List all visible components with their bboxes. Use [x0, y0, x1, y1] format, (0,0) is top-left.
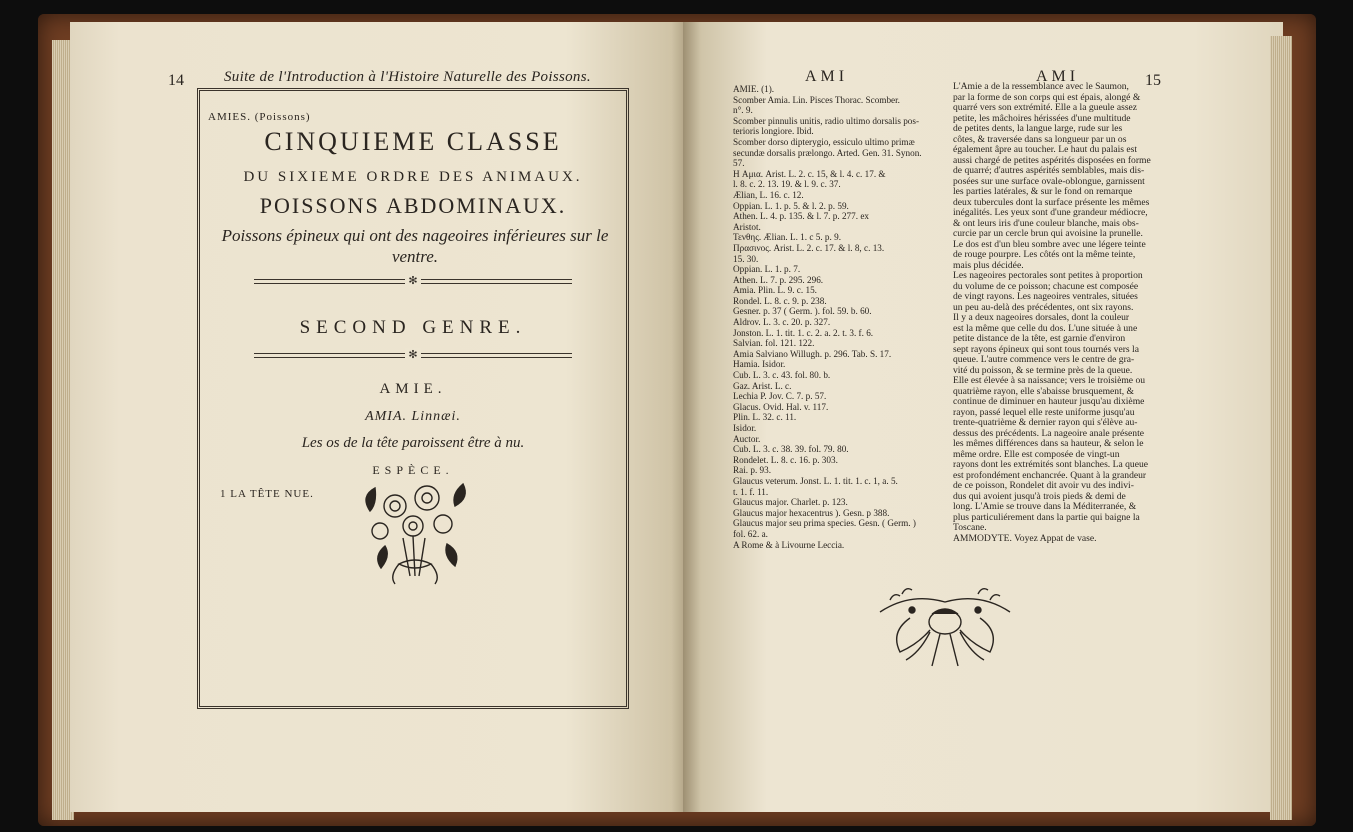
description-line: curcie par un cercle brun qui avoisine la prunelle. — [953, 228, 1143, 239]
synonymy-line: Glaucus major seu prima species. Gesn. ( Germ. ) — [733, 518, 916, 529]
synonymy-line: t. 1. f. 11. — [733, 486, 769, 497]
description-line: inégalités. Les yeux sont d'une grandeur médiocre, — [953, 207, 1148, 218]
right-head-left: AMI — [805, 68, 849, 85]
description-line: dessus des précédents. La nageoire anale présente — [953, 427, 1144, 439]
description-column — [953, 82, 1168, 544]
description-line: vité du poisson, & se termine près de la queue. — [953, 364, 1133, 376]
ribbon-wreath-ornament-icon — [870, 582, 1020, 672]
synonymy-line: Πρασινος. Arist. L. 2. c. 17. & l. 8, c. 13. — [733, 242, 885, 253]
description-line: du volume de ce poisson; chacune est composée — [953, 280, 1139, 292]
synonymy-line: Scomber pinnulis unitis, radio ultimo dorsalis pos- — [733, 115, 920, 126]
description-line: les parties latérales, & sur le fond on remarque — [953, 186, 1133, 197]
synonymy-line: Hamia. Isidor. — [733, 359, 786, 370]
description-line: Le dos est d'un bleu sombre avec une légere teinte — [953, 238, 1146, 250]
left-running-head: Suite de l'Introduction à l'Histoire Naturelle des Poissons. — [224, 69, 591, 85]
synonymy-line: Athen. L. 7. p. 295. 296. — [733, 274, 824, 285]
description-line: sept rayons épineux qui sont tous tournés vers la — [953, 343, 1139, 355]
synonymy-line: Gaz. Arist. L. c. — [733, 380, 792, 391]
rule-ornament-icon: ✻ — [405, 348, 421, 360]
description-line: de petites dents, la langue large, rude sur les — [953, 123, 1123, 134]
description-line: dus qui avoient jusqu'à trois pieds & demi de — [953, 490, 1126, 502]
frame-label: AMIES. (Poissons) — [208, 111, 311, 123]
synonymy-line: Rondel. L. 8. c. 9. p. 238. — [733, 295, 827, 306]
description-line: petite distance de la tête, est garnie d'environ — [953, 333, 1126, 344]
genus-character: Les os de la tête paroissent être à nu. — [301, 435, 525, 451]
description-line: est la même que celle du dos. L'une située à une — [953, 322, 1138, 334]
synonymy-line: Jonston. L. 1. tit. 1. c. 2. a. 2. t. 3. f. 6. — [733, 327, 874, 338]
synonymy-line: Cub. L. 3. c. 38. 39. fol. 79. 80. — [733, 444, 849, 455]
description-line: les mêmes différences dans sa hauteur, & selon le — [953, 438, 1144, 449]
synonymy-line: Glaucus major. Charlet. p. 123. — [733, 497, 848, 508]
description-line: mais plus décidée. — [953, 259, 1024, 271]
synonymy-line: Auctor. — [733, 433, 761, 444]
synonymy-line: Scomber dorso dipterygio, essiculo ultimo primæ — [733, 136, 915, 147]
description-line: un peu au-delà des précédentes, ont six rayons. — [953, 301, 1134, 313]
description-line: est profondément enchancrée. Quant à la grandeur — [953, 469, 1147, 481]
synonymy-line: Glacus. Ovid. Hal. v. 117. — [733, 401, 829, 412]
synonymy-line: l. 8. c. 2. 13. 19. & l. 9. c. 37. — [733, 179, 841, 190]
description-line: continue de diminuer en hauteur jusqu'au dixième — [953, 396, 1145, 407]
genus-name: AMIE. — [379, 381, 447, 397]
description-line: L'Amie a de la ressemblance avec le Saumon, — [953, 82, 1129, 92]
synonymy-line: Lechia P. Jov. C. 7. p. 57. — [733, 391, 827, 402]
description-line: posées sur une surface ovale-oblongue, garnissent — [953, 175, 1145, 187]
synonymy-line: Oppian. L. 1. p. 7. — [733, 264, 801, 275]
description-line: de quarré; d'autres aspérités semblables, mais dis- — [953, 165, 1145, 176]
description-line: de rouge pourpre. Les côtés ont la même teinte, — [953, 249, 1136, 260]
description-line: par la forme de son corps qui est épais, alongé & — [953, 91, 1141, 103]
class-frame — [197, 88, 629, 709]
synonymy-line: A Rome & à Livourne Leccia. — [733, 539, 845, 550]
description-line: & ont leurs iris d'une couleur blanche, mais obs- — [953, 217, 1139, 229]
synonymy-line: fol. 62. a. — [733, 528, 768, 539]
description-line: Les nageoires pectorales sont petites à proportion — [953, 270, 1143, 281]
genre-title: SECOND GENRE. — [299, 317, 527, 338]
description-line: Elle est élevée à sa naissance; vers le troisième ou — [953, 375, 1146, 386]
synonymy-line: Plin. L. 32. c. 11. — [733, 412, 797, 423]
synonymy-line: 15. 30. — [733, 253, 759, 264]
synonymy-line: Aristot. — [733, 221, 761, 232]
synonymy-column — [733, 84, 943, 550]
synonymy-line: Rondelet. L. 8. c. 16. p. 303. — [733, 454, 838, 465]
right-page-number: 15 — [1145, 72, 1161, 89]
synonymy-line: Athen. L. 4. p. 135. & l. 7. p. 277. ex — [733, 211, 870, 222]
synonymy-line: Aldrov. L. 3. c. 20. p. 327. — [733, 317, 831, 328]
description-line: de ce poisson, Rondelet dit avoir vu des indivi- — [953, 480, 1134, 491]
synonymy-line: Amia Salviano Willugh. p. 296. Tab. S. 17. — [733, 348, 892, 359]
synonymy-line: Isidor. — [733, 423, 757, 433]
order-line: DU SIXIEME ORDRE DES ANIMAUX. — [243, 169, 583, 185]
description-line: rayon, passé lequel elle reste uniforme jusqu'au — [953, 406, 1135, 418]
right-head-right: AMI — [1036, 68, 1080, 85]
description-line: long. L'Amie se trouve dans la Méditerranée, & — [953, 501, 1137, 512]
synonymy-line: Gesner. p. 37 ( Germ. ). fol. 59. b. 60. — [733, 306, 872, 317]
synonymy-line: Glaucus veterum. Jonst. L. 1. tit. 1. c. 1, a. 5. — [733, 475, 898, 486]
synonymy-line: Salvian. fol. 121. 122. — [733, 338, 815, 349]
species-heading: ESPÈCE. — [372, 463, 454, 477]
description-line: Il y a deux nageoires dorsales, dont la couleur — [953, 312, 1130, 323]
synonymy-line: secundæ dorsalis prælongo. Arted. Gen. 31. Synon. — [733, 147, 922, 158]
description-line: petite, les mâchoires hérissées d'une multitude — [953, 112, 1131, 124]
description-line: quatrième rayon, elle s'abaisse brusquement, & — [953, 385, 1135, 397]
description-line: même ordre. Elle est composée de vingt-un — [953, 448, 1120, 460]
latin-name: AMIA. Linnæi. — [365, 409, 461, 424]
description-line: trente-quatrième & dernier rayon qui s'élève au- — [953, 417, 1138, 428]
description-line: AMMODYTE. Voyez Appat de vase. — [953, 532, 1097, 544]
synonymy-line: n°. 9. — [733, 105, 753, 116]
synonymy-line: Scomber Amia. Lin. Pisces Thorac. Scomber. — [733, 94, 900, 105]
synonymy-line: AMIE. (1). — [733, 84, 775, 94]
synonymy-line: Rai. p. 93. — [733, 465, 772, 476]
description-line: aussi chargé de petites aspérités disposées en forme — [953, 154, 1151, 166]
rule-ornament-icon: ✻ — [405, 274, 421, 286]
group-title: POISSONS ABDOMINAUX. — [259, 193, 567, 218]
description-line: rayons dont les extrémités sont blanches. La queue — [953, 459, 1149, 470]
synonymy-line: 57. — [733, 158, 745, 169]
synonymy-line: H Αμια. Arist. L. 2. c. 15, & l. 4. c. 17. & — [733, 168, 886, 179]
description-line: côtes, & traversée dans sa longueur par un os — [953, 133, 1127, 145]
description-line: quarré vers son extrémité. Elle a la gueule assez — [953, 102, 1138, 113]
species-1: 1 LA TÊTE NUE. — [220, 488, 314, 500]
description-line: plus particuliérement dans la partie qui baigne la — [953, 511, 1140, 523]
synonymy-line: terioris longiore. Ibid. — [733, 126, 814, 137]
synonymy-line: Oppian. L. 1. p. 5. & l. 2. p. 59. — [733, 200, 849, 211]
synonymy-line: Glaucus major hexacentrus ). Gesn. p 388. — [733, 507, 890, 518]
right-page-edges — [1270, 36, 1292, 820]
description-line: queue. L'autre commence vers le centre de gra- — [953, 354, 1135, 365]
description-line: deux tubercules dont la surface présente les mêmes — [953, 196, 1150, 208]
flower-bouquet-ornament-icon — [355, 476, 475, 591]
synonymy-line: Ælian, L. 16. c. 12. — [733, 189, 804, 200]
synonymy-line: Amia. Plin. L. 9. c. 15. — [733, 285, 817, 296]
synonymy-line: Τενθης. Ælian. L. 1. c 5. p. 9. — [733, 232, 842, 243]
description-line: Toscane. — [953, 522, 987, 533]
left-page-number: 14 — [168, 72, 184, 89]
description-line: également âpre au toucher. Le haut du palais est — [953, 144, 1138, 155]
class-title: CINQUIEME CLASSE — [264, 127, 562, 156]
description-line: de vingt rayons. Les nageoires ventrales, situées — [953, 291, 1138, 302]
synonymy-line: Cub. L. 3. c. 43. fol. 80. b. — [733, 370, 831, 381]
group-description: Poissons épineux qui ont des nageoires inférieures sur le ventre. — [221, 226, 609, 266]
